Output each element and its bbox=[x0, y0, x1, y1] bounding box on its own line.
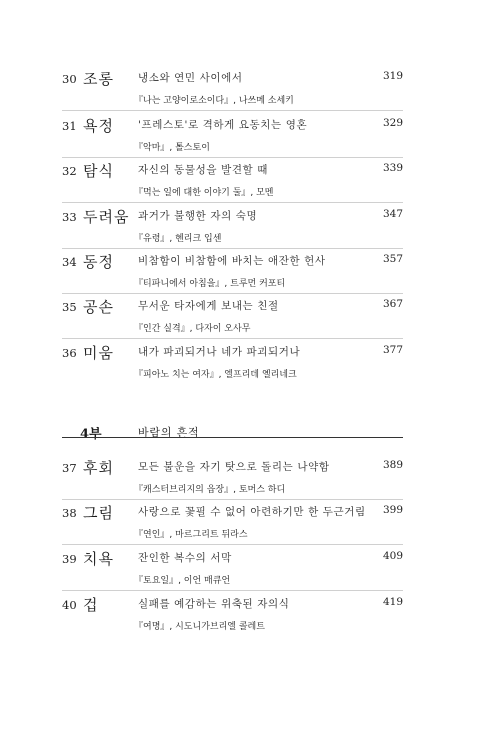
part-divider bbox=[62, 437, 403, 438]
entry-divider bbox=[62, 544, 403, 545]
toc-entry[interactable] bbox=[62, 596, 403, 642]
chapter-description: 과거가 불행한 자의 숙명 bbox=[138, 210, 258, 222]
chapter-description: 내가 파괴되거나 네가 파괴되거나 bbox=[138, 346, 301, 358]
chapter-description: 냉소와 연민 사이에서 bbox=[138, 72, 243, 84]
entry-divider bbox=[62, 499, 403, 500]
toc-entry[interactable] bbox=[62, 344, 403, 390]
part-heading[interactable] bbox=[62, 423, 403, 441]
chapter-title: 겁 bbox=[83, 596, 99, 614]
page-number: 339 bbox=[382, 162, 403, 174]
entry-divider bbox=[62, 293, 403, 294]
chapter-source: 『캐스터브리지의 읍장』, 토머스 하디 bbox=[134, 485, 286, 495]
entry-divider bbox=[62, 157, 403, 158]
page-number: 347 bbox=[382, 208, 403, 220]
chapter-source: 『먹는 일에 대한 이야기 둘』, 모멘 bbox=[134, 188, 274, 198]
chapter-title: 조롱 bbox=[83, 70, 114, 88]
chapter-number: 39 bbox=[62, 552, 77, 566]
chapter-source: 『토요일』, 이언 매큐언 bbox=[134, 576, 231, 586]
entry-divider bbox=[62, 590, 403, 591]
entry-divider bbox=[62, 202, 403, 203]
chapter-source: 『연인』, 마르그리트 뒤라스 bbox=[134, 530, 248, 540]
chapter-number: 36 bbox=[62, 346, 77, 360]
page-number: 357 bbox=[382, 253, 403, 265]
chapter-number: 33 bbox=[62, 210, 77, 224]
entry-divider bbox=[62, 110, 403, 111]
chapter-number: 34 bbox=[62, 255, 77, 269]
chapter-source: 『유령』, 헨리크 입센 bbox=[134, 234, 222, 244]
chapter-number: 30 bbox=[62, 72, 77, 86]
chapter-number: 31 bbox=[62, 119, 77, 133]
chapter-title: 탐식 bbox=[83, 162, 114, 180]
chapter-number: 32 bbox=[62, 164, 77, 178]
chapter-description: 실패를 예감하는 위축된 자의식 bbox=[138, 598, 290, 610]
chapter-description: 잔인한 복수의 서막 bbox=[138, 552, 232, 564]
chapter-description: 자신의 동물성을 발견할 때 bbox=[138, 164, 268, 176]
page-number: 389 bbox=[382, 459, 403, 471]
chapter-source: 『티파니에서 아침을』, 트루먼 커포티 bbox=[134, 279, 286, 289]
chapter-description: 비참함이 비참함에 바치는 애잔한 헌사 bbox=[138, 255, 326, 267]
entry-divider bbox=[62, 338, 403, 339]
chapter-title: 공손 bbox=[83, 298, 114, 316]
chapter-description: 사랑으로 꽃필 수 없어 아련하기만 한 두근거림 bbox=[138, 506, 366, 518]
page-number: 419 bbox=[382, 596, 403, 608]
chapter-number: 40 bbox=[62, 598, 77, 612]
chapter-title: 후회 bbox=[83, 459, 114, 477]
chapter-title: 치욕 bbox=[83, 550, 114, 568]
chapter-title: 두려움 bbox=[83, 208, 130, 226]
chapter-source: 『나는 고양이로소이다』, 나쓰메 소세키 bbox=[134, 96, 294, 106]
chapter-source: 『피아노 치는 여자』, 엘프리데 옐리네크 bbox=[134, 370, 297, 380]
chapter-source: 『여명』, 시도니가브리엘 콜레트 bbox=[134, 622, 265, 632]
page-number: 329 bbox=[382, 117, 403, 129]
chapter-source: 『악마』, 톨스토이 bbox=[134, 143, 210, 153]
page-number: 409 bbox=[382, 550, 403, 562]
chapter-title: 미움 bbox=[83, 344, 114, 362]
chapter-description: 무서운 타자에게 보내는 친절 bbox=[138, 300, 279, 312]
chapter-description: '프레스토'로 격하게 요동치는 영혼 bbox=[138, 119, 308, 131]
page-number: 367 bbox=[382, 298, 403, 310]
part-title: 바람의 흔적 bbox=[138, 426, 200, 439]
chapter-title: 동정 bbox=[83, 253, 114, 271]
chapter-title: 그림 bbox=[83, 504, 114, 522]
chapter-title: 욕정 bbox=[83, 117, 114, 135]
page-number: 319 bbox=[382, 70, 403, 82]
chapter-number: 38 bbox=[62, 506, 77, 520]
chapter-description: 모든 불운을 자기 탓으로 돌리는 나약함 bbox=[138, 461, 330, 473]
chapter-source: 『인간 실격』, 다자이 오사무 bbox=[134, 324, 251, 334]
page-number: 377 bbox=[382, 344, 403, 356]
chapter-number: 35 bbox=[62, 300, 77, 314]
chapter-number: 37 bbox=[62, 461, 77, 475]
part-label: 4부 bbox=[80, 427, 102, 442]
page-number: 399 bbox=[382, 504, 403, 516]
entry-divider bbox=[62, 248, 403, 249]
